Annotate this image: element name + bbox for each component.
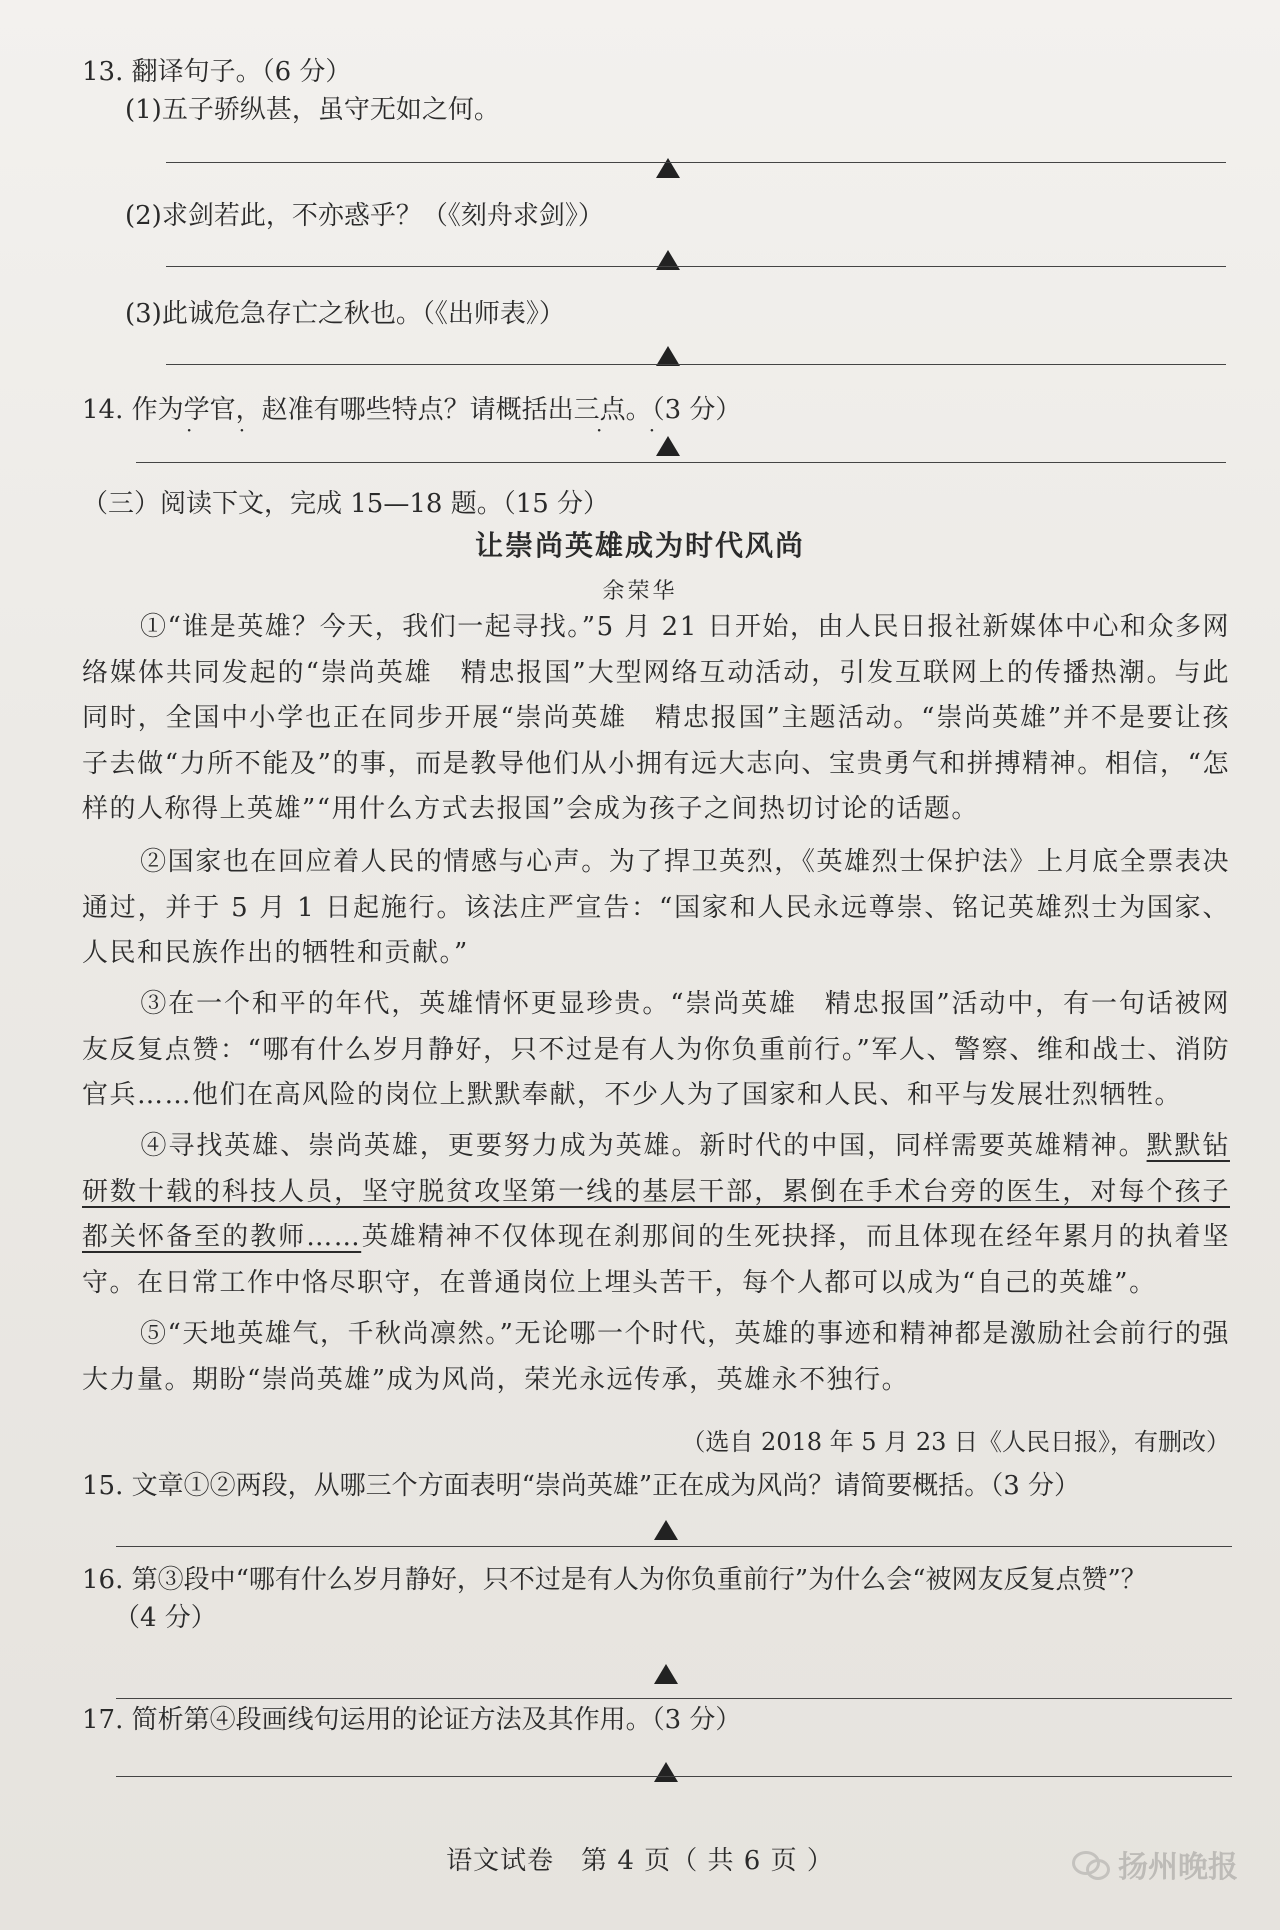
article-paragraph-3 [82, 982, 1230, 1119]
question-14: 14. 作为学官，赵准有哪些特点？请概括出三点。（3 分） [82, 395, 742, 425]
watermark-text: 扬州晚报 [1118, 1850, 1238, 1885]
article-paragraph-5 [82, 1312, 1230, 1403]
answer-line[interactable] [136, 462, 1226, 463]
answer-marker [656, 436, 680, 456]
paragraph-text: ⑤“天地英雄气，千秋尚凛然。”无论哪一个时代，英雄的事迹和精神都是激励社会前行的强大力量。期盼“崇尚英雄”成为风尚，荣光永远传承，英雄永不独行。 [82, 1319, 1230, 1395]
article-title: 让崇尚英雄成为时代风尚 [474, 529, 805, 562]
answer-line[interactable] [166, 266, 1226, 267]
watermark [1072, 1842, 1238, 1886]
page-footer: 语文试卷 第 4 页（ 共 6 页 ） [446, 1846, 834, 1876]
underlined-sentence: 默默钻研数十载的科技人员，坚守脱贫攻坚第一线的基层干部，累倒在手术台旁的医生，对每个孩子都关怀备至的教师…… [82, 1131, 1230, 1252]
question-17: 17. 简析第④段画线句运用的论证方法及其作用。（3 分） [82, 1705, 742, 1735]
answer-line[interactable] [166, 162, 1226, 163]
answer-marker [656, 346, 680, 366]
answer-marker [654, 1520, 678, 1540]
question-13-item-1: (1)五子骄纵甚，虽守无如之何。 [125, 95, 500, 125]
paragraph-text: ③在一个和平的年代，英雄情怀更显珍贵。“崇尚英雄 精忠报国”活动中，有一句话被网友反复点赞：“哪有什么岁月静好，只不过是有人为你负重前行。”军人、警察、维和战士、消防官兵……他们在高风险的岗位上默默奉献，不少人为了国家和人民、和平与发展壮烈牺牲。 [82, 989, 1230, 1110]
question-16: 16. 第③段中“哪有什么岁月静好，只不过是有人为你负重前行”为什么会“被网友反复点赞”？ [82, 1565, 1147, 1595]
article-source: （选自 2018 年 5 月 23 日《人民日报》，有删改） [681, 1428, 1230, 1456]
answer-line[interactable] [116, 1546, 1232, 1547]
paragraph-text: ②国家也在回应着人民的情感与心声。为了捍卫英烈，《英雄烈士保护法》上月底全票表决通过，并于 5 月 1 日起施行。该法庄严宣告：“国家和人民永远尊崇、铭记英雄烈士为国家、人民和民族作出的牺牲和贡献。” [82, 847, 1230, 968]
answer-marker [656, 158, 680, 178]
answer-line[interactable] [166, 364, 1226, 365]
article-paragraph-4 [82, 1124, 1230, 1306]
section-three-heading: （三）阅读下文，完成 15—18 题。（15 分） [82, 489, 610, 519]
paragraph-text: ①“谁是英雄？今天，我们一起寻找。”5 月 21 日开始，由人民日报社新媒体中心和众多网络媒体共同发起的“崇尚英雄 精忠报国”大型网络互动活动，引发互联网上的传播热潮。与此同时，全国中小学也正在同步开展“崇尚英雄 精忠报国”主题活动。“崇尚英雄”并不是要让孩子去做“力所不能及”的事，而是教导他们从小拥有远大志向、宝贵勇气和拼搏精神。相信，“怎样的人称得上英雄”“用什么方式去报国”会成为孩子之间热切讨论的话题。 [82, 612, 1231, 824]
answer-marker [656, 250, 680, 270]
question-13-item-2: (2)求剑若此，不亦惑乎？（《刻舟求剑》） [125, 201, 604, 231]
question-15: 15. 文章①②两段，从哪三个方面表明“崇尚英雄”正在成为风尚？请简要概括。（3 分） [82, 1471, 1081, 1501]
chat-bubble-icon [1072, 1849, 1110, 1879]
question-13: 13. 翻译句子。（6 分） [82, 57, 352, 87]
answer-line[interactable] [116, 1698, 1232, 1699]
article-paragraph-2 [82, 840, 1230, 977]
question-13-item-3: (3)此诚危急存亡之秋也。（《出师表》） [125, 299, 565, 329]
paragraph-text: 英雄精神不仅体现在刹那间的生死抉择，而且体现在经年累月的执着坚守。在日常工作中恪尽职守，在普通岗位上埋头苦干，每个人都可以成为“自己的英雄”。 [82, 1222, 1230, 1298]
question-16-points: （4 分） [114, 1603, 217, 1633]
answer-marker [654, 1664, 678, 1684]
article-author: 余荣华 [602, 579, 678, 604]
emphasis-dots: · · [186, 418, 266, 442]
emphasis-dots: · · [596, 418, 676, 442]
paragraph-text: ④寻找英雄、崇尚英雄，更要努力成为英雄。新时代的中国，同样需要英雄精神。 [140, 1131, 1147, 1161]
article-paragraph-1 [82, 605, 1230, 833]
answer-marker [654, 1762, 678, 1782]
answer-line[interactable] [116, 1776, 1232, 1777]
